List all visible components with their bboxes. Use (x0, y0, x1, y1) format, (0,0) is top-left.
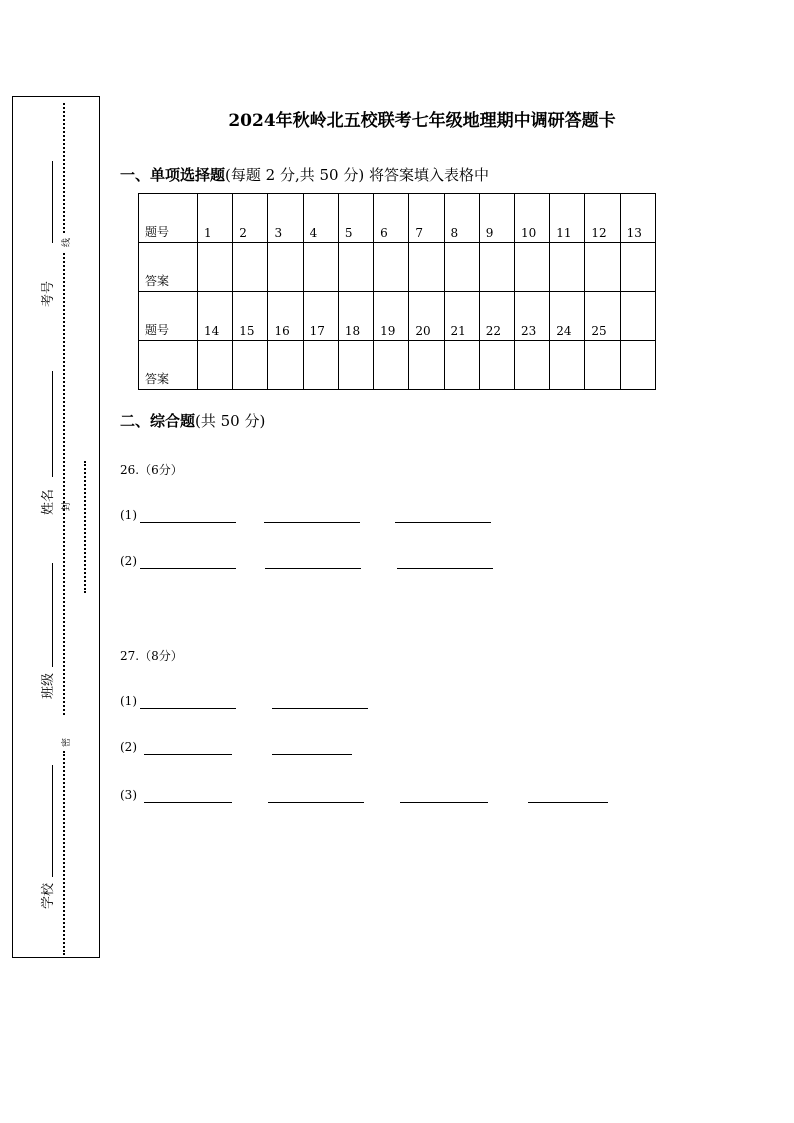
answer-blank[interactable] (272, 754, 352, 755)
part-label: (1) (120, 508, 137, 522)
answer-cell[interactable] (374, 341, 409, 390)
section1-note: (每题 2 分,共 50 分) 将答案填入表格中 (225, 166, 489, 184)
question-number: 5 (338, 194, 373, 243)
answer-cell[interactable] (268, 341, 303, 390)
cut-mark-secret: 密 (62, 737, 72, 747)
question-number: 22 (479, 292, 514, 341)
part-label: (1) (120, 694, 137, 708)
section2-note: (共 50 分) (195, 412, 266, 430)
exam-number-line[interactable] (52, 161, 53, 243)
answer-cell[interactable] (374, 243, 409, 292)
question-number: 9 (479, 194, 514, 243)
answer-blank[interactable] (140, 568, 236, 569)
question-number: 11 (550, 194, 585, 243)
answer-blank[interactable] (265, 568, 361, 569)
answer-blank[interactable] (397, 568, 493, 569)
part-label: (2) (120, 554, 137, 568)
answer-blank[interactable] (144, 802, 232, 803)
answer-cell[interactable] (620, 243, 655, 292)
cut-mark-seal: 封 (62, 501, 72, 511)
answer-cell[interactable] (303, 341, 338, 390)
question-number: 13 (620, 194, 655, 243)
question-number: 10 (514, 194, 549, 243)
section2-heading-row (120, 410, 265, 431)
class-label: 班级 (41, 672, 56, 699)
question-number: 12 (585, 194, 620, 243)
part-label: (3) (120, 788, 137, 802)
question-number: 20 (409, 292, 444, 341)
answer-cell[interactable] (479, 243, 514, 292)
question-number: 25 (585, 292, 620, 341)
answer-table (138, 193, 656, 390)
answer-blank[interactable] (140, 522, 236, 523)
question-number: 23 (514, 292, 549, 341)
question-number: 7 (409, 194, 444, 243)
row-label-number: 题号 (139, 194, 198, 243)
section1-heading-row (120, 164, 489, 185)
answer-blank[interactable] (400, 802, 488, 803)
answer-cell[interactable] (198, 341, 233, 390)
question-number: 19 (374, 292, 409, 341)
answer-cell[interactable] (585, 243, 620, 292)
question-26-title: 26.（6分） (120, 463, 183, 477)
question-number: 15 (233, 292, 268, 341)
answer-blank[interactable] (395, 522, 491, 523)
answer-cell[interactable] (338, 243, 373, 292)
cut-line (63, 751, 65, 955)
answer-cell[interactable] (550, 341, 585, 390)
answer-cell[interactable] (338, 341, 373, 390)
binding-strip (12, 96, 100, 958)
question-number: 8 (444, 194, 479, 243)
answer-cell[interactable] (303, 243, 338, 292)
question-number: 14 (198, 292, 233, 341)
question-number: 17 (303, 292, 338, 341)
row-label-answer: 答案 (139, 243, 198, 292)
question-number: 16 (268, 292, 303, 341)
exam-number-label: 考号 (41, 280, 56, 307)
section1-heading: 一、单项选择题 (120, 166, 226, 184)
answer-blank[interactable] (140, 708, 236, 709)
answer-blank[interactable] (264, 522, 360, 523)
answer-cell[interactable] (409, 243, 444, 292)
answer-cell[interactable] (444, 341, 479, 390)
row-label-answer: 答案 (139, 341, 198, 390)
question-number: 24 (550, 292, 585, 341)
answer-cell[interactable] (268, 243, 303, 292)
question-27-title: 27.（8分） (120, 649, 183, 663)
name-line[interactable] (52, 371, 53, 477)
answer-cell[interactable] (620, 341, 655, 390)
question-number: 21 (444, 292, 479, 341)
answer-cell[interactable] (514, 243, 549, 292)
question-number: 2 (233, 194, 268, 243)
class-line[interactable] (52, 563, 53, 667)
answer-blank[interactable] (268, 802, 364, 803)
answer-blank[interactable] (272, 708, 368, 709)
answer-cell[interactable] (444, 243, 479, 292)
school-label: 学校 (41, 882, 56, 909)
table-row (139, 341, 656, 390)
answer-cell[interactable] (514, 341, 549, 390)
table-row (139, 194, 656, 243)
page-title: 2024年秋岭北五校联考七年级地理期中调研答题卡 (228, 111, 616, 131)
answer-blank[interactable] (144, 754, 232, 755)
cut-line (63, 253, 65, 715)
answer-cell[interactable] (479, 341, 514, 390)
answer-cell[interactable] (585, 341, 620, 390)
table-row (139, 292, 656, 341)
answer-cell[interactable] (550, 243, 585, 292)
question-number: 3 (268, 194, 303, 243)
answer-cell[interactable] (233, 243, 268, 292)
row-label-number: 题号 (139, 292, 198, 341)
table-row (139, 243, 656, 292)
question-number (620, 292, 655, 341)
part-label: (2) (120, 740, 137, 754)
question-number: 4 (303, 194, 338, 243)
cut-line (84, 461, 86, 593)
cut-line (63, 103, 65, 233)
question-number: 6 (374, 194, 409, 243)
section2-heading: 二、综合题 (120, 412, 196, 430)
answer-cell[interactable] (233, 341, 268, 390)
question-number: 1 (198, 194, 233, 243)
answer-blank[interactable] (528, 802, 608, 803)
question-number: 18 (338, 292, 373, 341)
answer-cell[interactable] (198, 243, 233, 292)
answer-cell[interactable] (409, 341, 444, 390)
cut-mark-line: 线 (62, 237, 72, 247)
school-line[interactable] (52, 765, 53, 877)
name-label: 姓名 (41, 488, 56, 515)
